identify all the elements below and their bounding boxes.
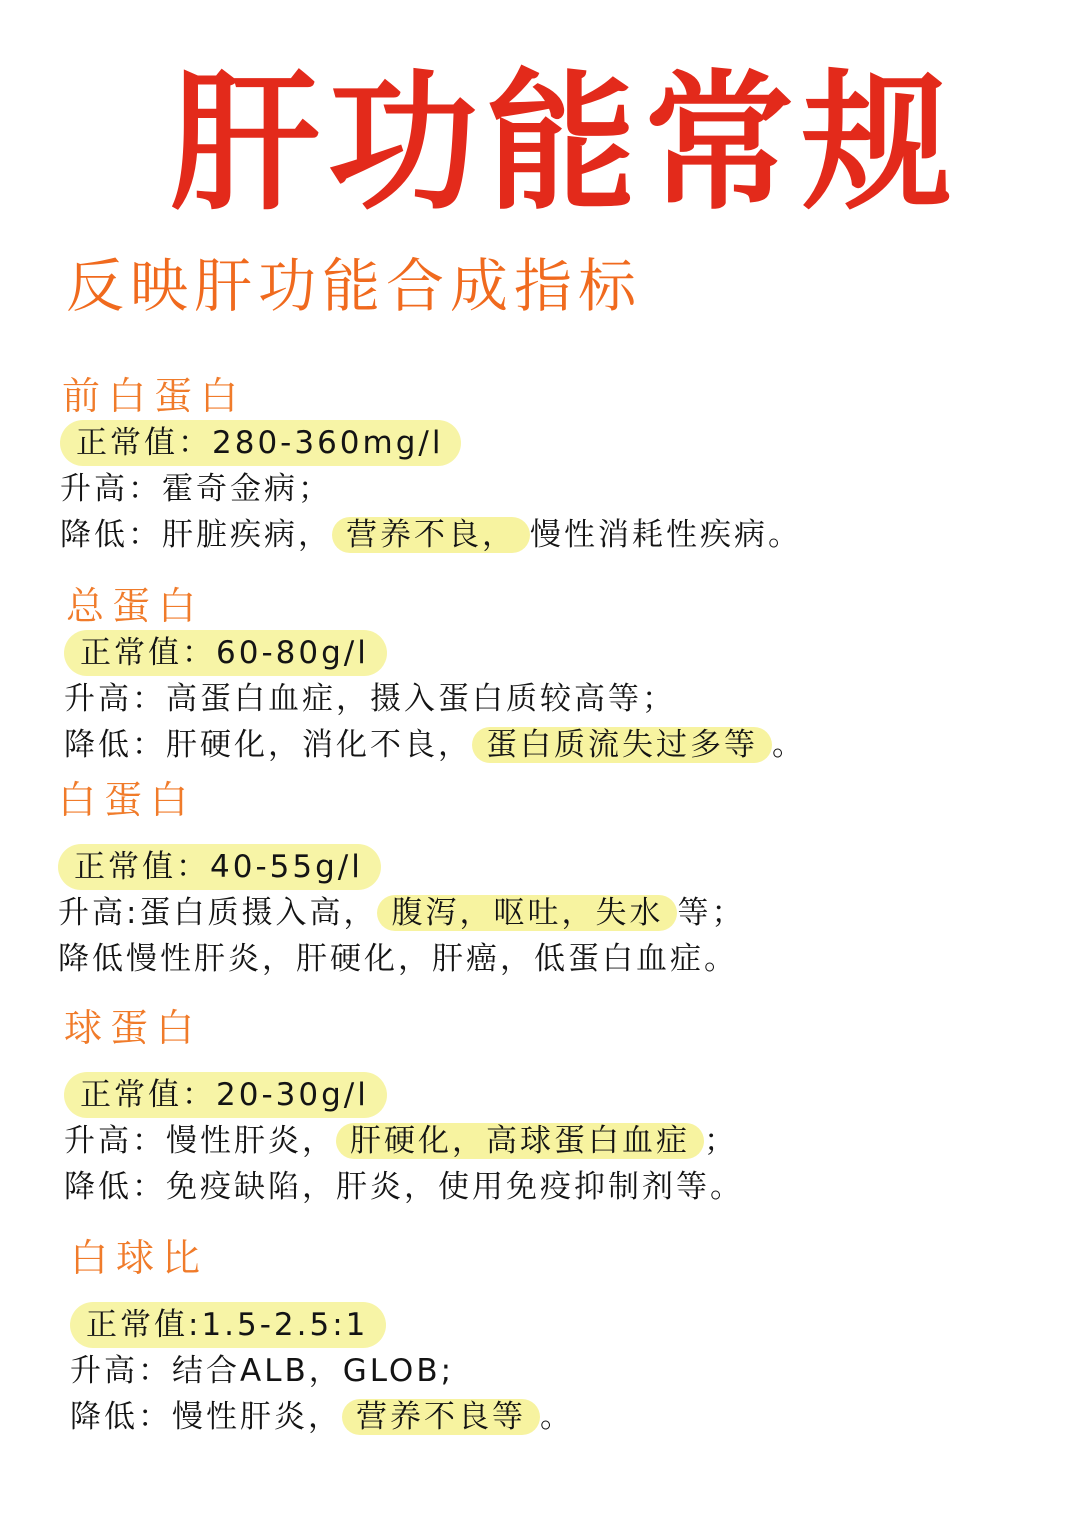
rise-highlight: 肝硬化，高球蛋白血症 bbox=[336, 1123, 704, 1159]
fall-text-tail: 。 bbox=[772, 727, 806, 763]
rise-text: 升高:蛋白质摄入高， bbox=[58, 895, 378, 931]
page-title: 肝功能常规 bbox=[170, 55, 961, 231]
fall-line: 降低：免疫缺陷，肝炎，使用免疫抑制剂等。 bbox=[64, 1169, 744, 1205]
normal-value: 正常值：280-360mg/l bbox=[60, 420, 461, 466]
section-prealbumin bbox=[46, 372, 802, 558]
section-globulin bbox=[64, 1004, 744, 1210]
section-total-protein bbox=[50, 582, 806, 768]
section-title: 白蛋白 bbox=[58, 778, 197, 822]
fall-line bbox=[60, 512, 802, 558]
rise-highlight: 腹泻，呕吐，失水 bbox=[377, 895, 677, 931]
section-ag-ratio bbox=[70, 1234, 574, 1440]
section-albumin bbox=[58, 776, 745, 982]
fall-line: 降低慢性肝炎，肝硬化，肝癌，低蛋白血症。 bbox=[58, 941, 738, 977]
fall-line bbox=[70, 1394, 574, 1440]
fall-text-tail: 慢性消耗性疾病。 bbox=[530, 517, 802, 553]
rise-text: 升高：慢性肝炎， bbox=[64, 1123, 336, 1159]
fall-highlight: 蛋白质流失过多等 bbox=[472, 727, 772, 763]
fall-highlight: 营养不良， bbox=[332, 517, 530, 553]
section-title: 总蛋白 bbox=[66, 584, 205, 628]
fall-text: 降低：慢性肝炎， bbox=[70, 1399, 342, 1435]
normal-value: 正常值：40-55g/l bbox=[58, 844, 381, 890]
section-title: 球蛋白 bbox=[64, 1006, 203, 1050]
rise-line bbox=[64, 1118, 744, 1164]
rise-line: 升高：结合ALB，GLOB; bbox=[70, 1353, 455, 1389]
fall-text: 降低：肝硬化，消化不良， bbox=[64, 727, 472, 763]
fall-text: 降低：肝脏疾病， bbox=[60, 517, 332, 553]
section-title: 白球比 bbox=[70, 1236, 209, 1280]
fall-text-tail: 。 bbox=[540, 1399, 574, 1435]
page-subtitle: 反映肝功能合成指标 bbox=[66, 252, 643, 320]
rise-line: 升高：霍奇金病； bbox=[60, 471, 332, 507]
normal-value: 正常值：20-30g/l bbox=[64, 1072, 387, 1118]
fall-highlight: 营养不良等 bbox=[342, 1399, 540, 1435]
normal-value: 正常值:1.5-2.5:1 bbox=[70, 1302, 386, 1348]
fall-line bbox=[64, 722, 806, 768]
rise-text-tail: ； bbox=[704, 1123, 738, 1159]
rise-text-tail: 等； bbox=[677, 895, 746, 931]
normal-value: 正常值：60-80g/l bbox=[64, 630, 387, 676]
rise-line bbox=[58, 890, 745, 936]
section-title: 前白蛋白 bbox=[62, 374, 247, 418]
rise-line: 升高：高蛋白血症，摄入蛋白质较高等； bbox=[64, 681, 676, 717]
